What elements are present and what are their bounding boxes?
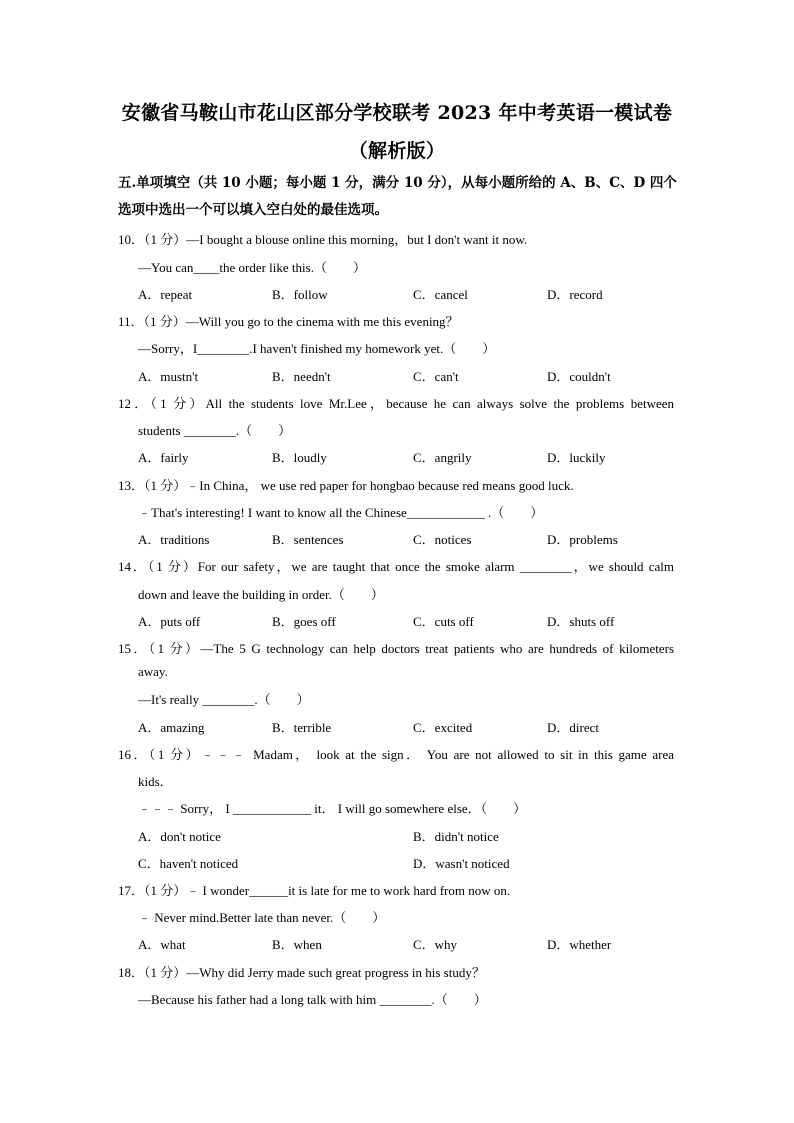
question-line: kids． <box>138 774 173 789</box>
question-stem: 12．（1 分）All the students love Mr.Lee，because he can always solve the problems between <box>118 396 674 411</box>
option-a: A．puts off <box>138 614 201 629</box>
option-c: C．cancel <box>413 287 468 302</box>
question-line: students ________.（ ） <box>138 423 292 438</box>
question-stem: 11．（1 分）—Will you go to the cinema with me this evening？ <box>118 314 459 329</box>
question-line: —Sorry，I________.I haven't finished my homework yet.（ ） <box>138 341 496 356</box>
question-stem: 15．（1 分）—The 5 G technology can help doctors treat patients who are hundreds of kilometers <box>118 641 674 656</box>
question-stem: 14．（1 分）For our safety，we are taught that once the smoke alarm ________，we should calm <box>118 559 674 574</box>
option-c: C．angrily <box>413 450 472 465</box>
option-a: A．repeat <box>138 287 193 302</box>
option-c: C．excited <box>413 720 473 735</box>
document-title: 安徽省马鞍山市花山区部分学校联考 2023 年中考英语一模试卷 <box>121 102 673 124</box>
option-c: C．cuts off <box>413 614 474 629</box>
option-c: C．why <box>413 937 458 952</box>
option-d: D．shuts off <box>547 614 615 629</box>
option-b: B．sentences <box>272 532 344 547</box>
option-a: A．fairly <box>138 450 189 465</box>
option-b: B．needn't <box>272 369 331 384</box>
question-line: ﹣That's interesting! I want to know all the Chinese____________ .（ ） <box>138 505 544 520</box>
question-stem: 17．（1 分）﹣ I wonder______it is late for me to work hard from now on. <box>118 883 511 898</box>
option-c: C．can't <box>413 369 459 384</box>
option-c: C．haven't noticed <box>138 856 239 871</box>
question-line: —It's really ________.（ ） <box>138 692 310 707</box>
option-b: B．when <box>272 937 322 952</box>
question-line: down and leave the building in order.（ ） <box>138 587 384 602</box>
option-d: D．luckily <box>547 450 606 465</box>
option-a: A．traditions <box>138 532 210 547</box>
question-line: —Because his father had a long talk with him ________.（ ） <box>138 992 487 1007</box>
question-line: —You can____the order like this.（ ） <box>138 260 366 275</box>
document-subtitle: （解析版） <box>348 140 446 162</box>
section-heading: 五.单项填空（共 10 小题；每小题 1 分，满分 10 分），从每小题所给的 A、B、C、D 四个选项中选出一个可以填入空白处的最佳选项。 <box>118 175 677 218</box>
option-d: D．whether <box>547 937 612 952</box>
option-a: A．what <box>138 937 186 952</box>
question-stem: 16．（1 分）﹣﹣﹣ Madam， look at the sign． You are not allowed to sit in this game area <box>118 747 674 762</box>
question-line: ﹣﹣﹣ Sorry， I ____________ it． I will go somewhere else．（ ） <box>138 801 527 816</box>
option-d: D．wasn't noticed <box>413 856 510 871</box>
question-stem: 18．（1 分）—Why did Jerry made such great progress in his study？ <box>118 965 485 980</box>
option-d: D．couldn't <box>547 369 611 384</box>
question-line: away. <box>138 664 168 679</box>
option-d: D．record <box>547 287 603 302</box>
option-a: A．don't notice <box>138 829 221 844</box>
option-b: B．terrible <box>272 720 332 735</box>
option-b: B．didn't notice <box>413 829 499 844</box>
question-line: ﹣ Never mind.Better late than never.（ ） <box>138 910 386 925</box>
question-stem: 10．（1 分）—I bought a blouse online this morning，but I don't want it now. <box>118 232 528 247</box>
option-a: A．amazing <box>138 720 205 735</box>
question-stem: 13．（1 分）﹣In China， we use red paper for hongbao because red means good luck. <box>118 478 574 493</box>
option-a: A．mustn't <box>138 369 199 384</box>
option-b: B．goes off <box>272 614 336 629</box>
option-b: B．follow <box>272 287 328 302</box>
option-d: D．problems <box>547 532 618 547</box>
option-b: B．loudly <box>272 450 327 465</box>
option-d: D．direct <box>547 720 599 735</box>
option-c: C．notices <box>413 532 472 547</box>
